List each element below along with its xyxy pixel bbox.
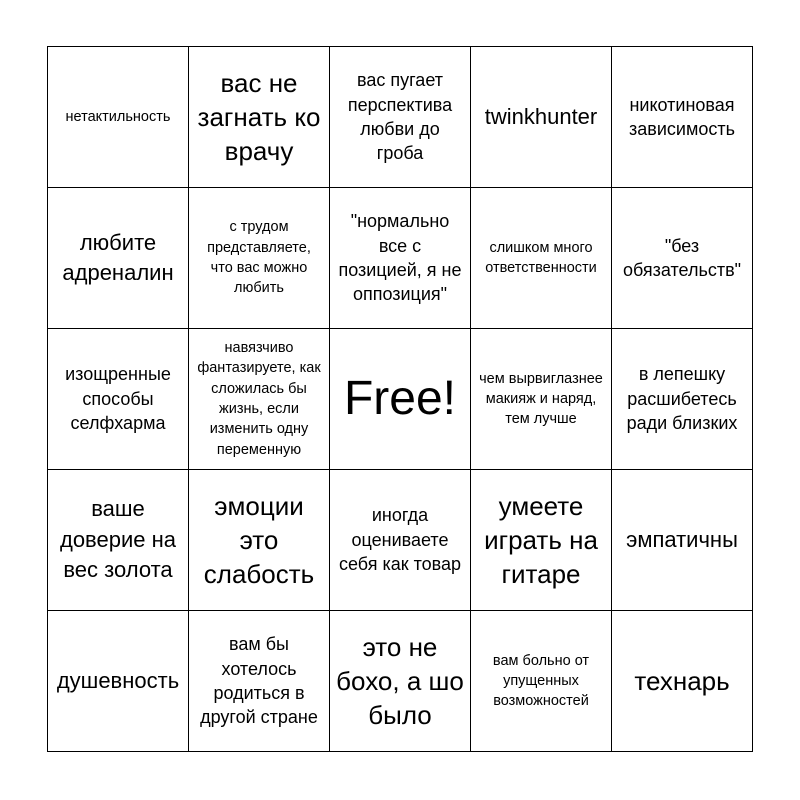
bingo-cell-text: никотиновая зависимость [629,94,735,139]
bingo-board [47,46,753,752]
bingo-cell-text: технарь [634,665,730,696]
bingo-cell-text: вам бы хотелось родиться в другой стране [200,634,318,728]
bingo-cell-r5c1[interactable] [48,611,189,752]
bingo-cell-text: это не бохо, а шо было [336,631,464,731]
bingo-cell-r4c2[interactable] [189,470,330,611]
bingo-cell-text: в лепешку расшибетесь ради близких [626,364,738,434]
bingo-cell-text: любите адреналин [62,229,174,285]
bingo-cell-text: эмпатичны [626,526,738,552]
bingo-cell-r5c3[interactable] [330,611,471,752]
bingo-cell-r3c5[interactable] [612,329,753,470]
bingo-cell-text: вас не загнать ко врачу [197,67,321,167]
bingo-cell-r4c4[interactable] [471,470,612,611]
bingo-cell-r4c3[interactable] [330,470,471,611]
bingo-cell-r5c4[interactable] [471,611,612,752]
bingo-cell-r1c3[interactable] [330,47,471,188]
bingo-cell-r5c5[interactable] [612,611,753,752]
bingo-cell-text: "без обязательств" [622,235,742,280]
bingo-cell-r2c4[interactable] [471,188,612,329]
bingo-cell-r4c5[interactable] [612,470,753,611]
bingo-cell-text: душевность [56,667,180,693]
bingo-cell-r1c2[interactable] [189,47,330,188]
bingo-cell-r1c4[interactable] [471,47,612,188]
bingo-cell-r2c3[interactable] [330,188,471,329]
bingo-cell-r3c2[interactable] [189,329,330,470]
bingo-cell-text: навязчиво фантазируете, как сложилась бы жизнь, если изменить одну переменную [197,340,321,458]
bingo-cell-text: иногда оцениваете себя как товар [338,505,462,575]
bingo-cell-text: вам больно от упущенных возможностей [492,652,590,710]
bingo-cell-text: изощренные способы селфхарма [65,364,171,434]
bingo-cell-text: нетактильность [65,108,171,125]
bingo-cell-r5c2[interactable] [189,611,330,752]
bingo-cell-text: "нормально все с позицией, я не оппозиция" [338,211,462,305]
bingo-cell-r1c1[interactable] [48,47,189,188]
bingo-cell-r3c4[interactable] [471,329,612,470]
bingo-cell-r4c1[interactable] [48,470,189,611]
bingo-cell-text: эмоции это слабость [203,490,315,590]
free-space-cell[interactable] [330,329,471,470]
bingo-cell-r2c2[interactable] [189,188,330,329]
bingo-cell-text: слишком много ответственности [485,239,597,276]
bingo-cell-r2c5[interactable] [612,188,753,329]
bingo-cell-text: twinkhunter [484,103,598,129]
bingo-cell-r2c1[interactable] [48,188,189,329]
bingo-cell-text: с трудом представляете, что вас можно любить [207,219,311,297]
bingo-cell-r1c5[interactable] [612,47,753,188]
bingo-cell-text: Free! [343,372,457,425]
bingo-cell-text: умеете играть на гитаре [484,490,598,590]
bingo-cell-text: чем вырвиглазнее макияж и наряд, тем лучше [479,370,603,428]
bingo-cell-text: вас пугает перспектива любви до гроба [347,70,453,164]
bingo-cell-r3c1[interactable] [48,329,189,470]
bingo-cell-text: ваше доверие на вес золота [59,496,176,583]
